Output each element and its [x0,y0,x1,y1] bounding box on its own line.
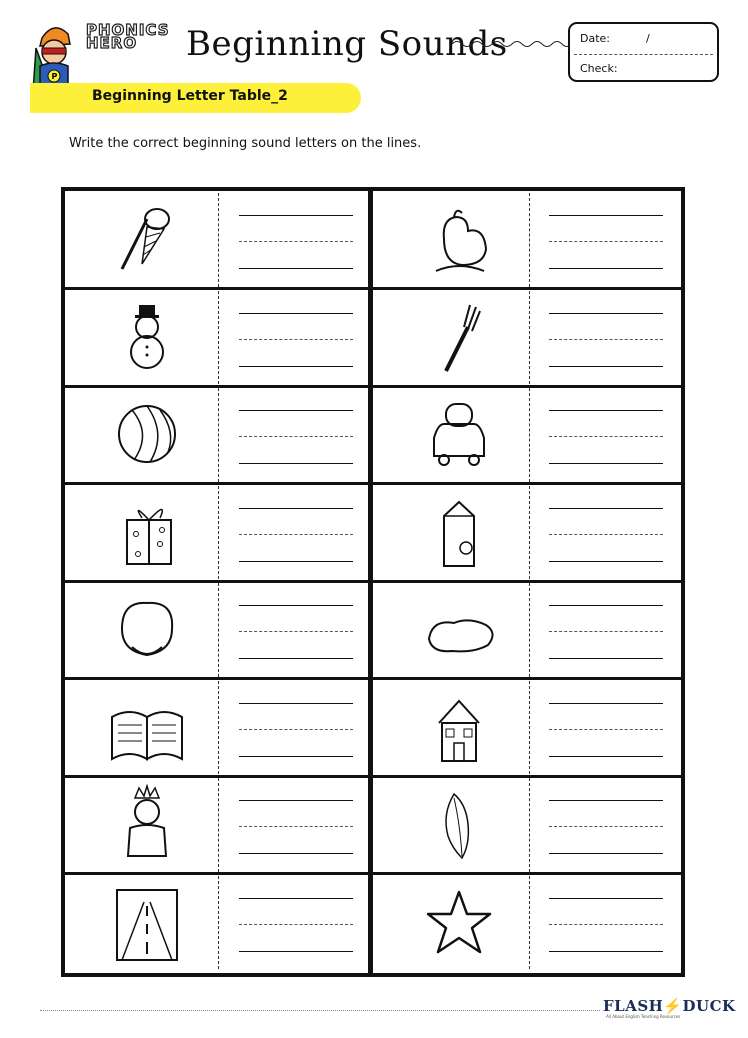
writing-line-base[interactable] [239,463,353,464]
ball-icon [102,394,192,474]
snowman-icon [102,297,192,377]
writing-line-top[interactable] [239,703,353,704]
writing-line-middle[interactable] [549,339,663,340]
writing-line-base[interactable] [549,756,663,757]
writing-line-base[interactable] [239,951,353,952]
cell-divider [529,583,530,677]
writing-line-top[interactable] [549,313,663,314]
book-icon [102,687,192,767]
milk-icon [414,492,504,572]
instructions: Write the correct beginning sound letters on the lines. [69,136,422,151]
writing-line-base[interactable] [239,853,353,854]
cell-divider [529,486,530,580]
svg-text:P: P [51,72,58,81]
cell-divider [218,876,219,970]
writing-line-middle[interactable] [239,924,353,925]
cell-divider [218,681,219,775]
writing-line-middle[interactable] [239,826,353,827]
writing-line-base[interactable] [239,366,353,367]
writing-line-middle[interactable] [549,436,663,437]
cell-divider [529,193,530,287]
row-divider [65,482,681,485]
writing-line-middle[interactable] [239,729,353,730]
footer-divider [40,1010,600,1011]
decorative-wave [452,38,570,50]
page-title: Beginning Sounds [186,24,508,64]
logo-left: FLASH [603,997,664,1015]
check-label: Check: [580,62,618,75]
writing-line-top[interactable] [549,605,663,606]
writing-line-base[interactable] [549,658,663,659]
flashduck-logo [603,997,736,1015]
feather-icon [414,784,504,864]
king-icon [102,784,192,864]
cell-divider [218,486,219,580]
writing-line-base[interactable] [549,951,663,952]
writing-line-base[interactable] [239,658,353,659]
worksheet-subtitle: Beginning Letter Table_2 [92,88,288,104]
row-divider [65,872,681,875]
writing-line-top[interactable] [239,215,353,216]
date-divider [574,54,713,55]
row-divider [65,580,681,583]
writing-line-middle[interactable] [549,241,663,242]
pumpkin-icon [102,589,192,669]
writing-line-middle[interactable] [239,534,353,535]
bolt-icon: ⚡ [663,997,683,1015]
writing-line-base[interactable] [549,268,663,269]
cell-divider [218,583,219,677]
taxi-icon [414,394,504,474]
cell-divider [218,388,219,482]
writing-line-middle[interactable] [239,631,353,632]
writing-line-middle[interactable] [549,826,663,827]
writing-line-middle[interactable] [239,241,353,242]
writing-line-top[interactable] [239,508,353,509]
fork-icon [414,297,504,377]
net-icon [102,199,192,279]
road-icon [102,882,192,962]
cell-divider [529,388,530,482]
phonics-hero-logo [86,21,170,52]
writing-line-top[interactable] [549,508,663,509]
writing-line-top[interactable] [239,605,353,606]
row-divider [65,385,681,388]
writing-line-middle[interactable] [549,924,663,925]
writing-line-top[interactable] [239,410,353,411]
logo-right: DUCK [682,997,736,1015]
cell-divider [218,291,219,385]
cell-divider [218,778,219,872]
gift-icon [102,492,192,572]
writing-line-base[interactable] [239,268,353,269]
writing-line-top[interactable] [549,215,663,216]
writing-line-top[interactable] [239,898,353,899]
cell-divider [529,291,530,385]
writing-line-top[interactable] [239,313,353,314]
cell-divider [529,681,530,775]
writing-line-base[interactable] [549,366,663,367]
writing-line-base[interactable] [549,463,663,464]
writing-line-base[interactable] [549,853,663,854]
date-check-box [568,22,719,82]
cell-divider [529,778,530,872]
writing-line-top[interactable] [239,800,353,801]
row-divider [65,775,681,778]
writing-line-top[interactable] [549,410,663,411]
brand-line2: HERO [86,34,138,52]
hen-icon [414,199,504,279]
writing-line-top[interactable] [549,898,663,899]
cell-divider [218,193,219,287]
writing-line-middle[interactable] [239,339,353,340]
brand-line1: PHONICS [86,21,170,39]
writing-line-top[interactable] [549,703,663,704]
writing-line-top[interactable] [549,800,663,801]
house-icon [414,687,504,767]
row-divider [65,677,681,680]
puddle-icon [414,589,504,669]
logo-tagline: All About English Teaching Resources [606,1014,681,1019]
star-icon [414,882,504,962]
cell-divider [529,876,530,970]
writing-line-middle[interactable] [549,729,663,730]
row-divider [65,287,681,290]
writing-line-middle[interactable] [549,631,663,632]
writing-line-middle[interactable] [549,534,663,535]
writing-line-middle[interactable] [239,436,353,437]
writing-line-base[interactable] [239,561,353,562]
date-slash: / [646,32,650,45]
date-label: Date: [580,32,610,45]
writing-line-base[interactable] [549,561,663,562]
writing-line-base[interactable] [239,756,353,757]
